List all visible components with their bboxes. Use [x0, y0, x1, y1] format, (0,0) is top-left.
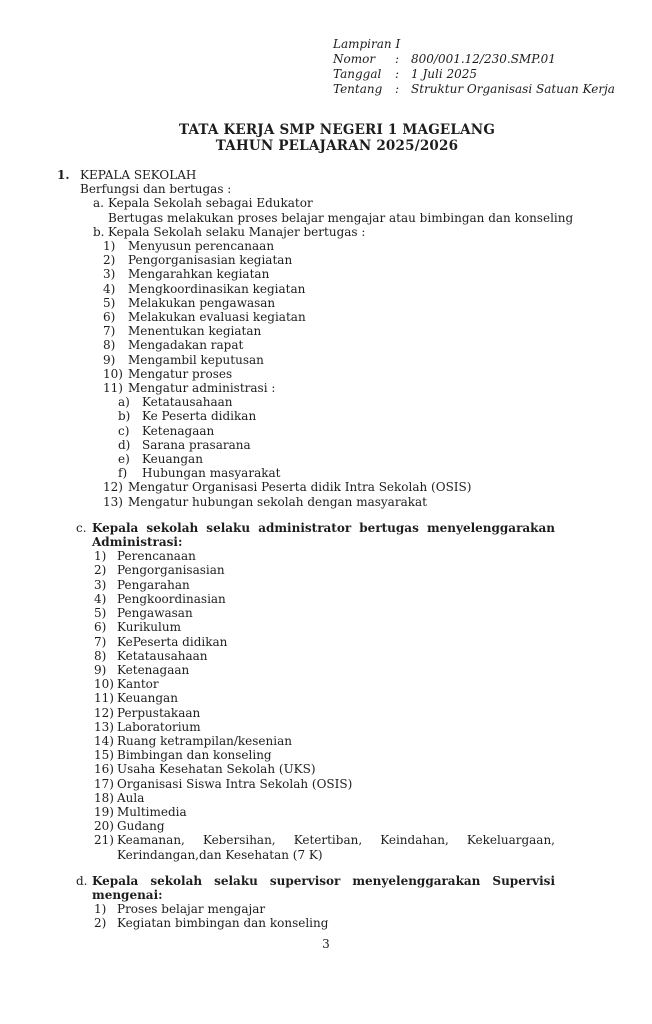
list-item	[94, 734, 555, 748]
list-item-marker: 7)	[94, 634, 107, 649]
list-item-marker: 1)	[103, 239, 116, 254]
list-item	[94, 620, 555, 634]
list-item-marker: 5)	[94, 606, 107, 621]
list-item	[103, 480, 555, 494]
list-item-text: Organisasi Siswa Intra Sekolah (OSIS)	[117, 776, 353, 791]
list-item-text: Kurikulum	[117, 620, 181, 635]
list-item	[94, 706, 555, 720]
item-b-marker: b.	[93, 224, 105, 239]
list-item-text: Hubungan masyarakat	[142, 466, 281, 481]
item-b-title: Kepala Sekolah selaku Manajer bertugas :	[108, 224, 366, 239]
list-item	[94, 819, 555, 833]
list-item-text: Mengambil keputusan	[128, 352, 264, 367]
item-c-list	[57, 549, 555, 861]
list-item	[94, 833, 555, 861]
list-item-marker: f)	[118, 466, 128, 481]
list-item-marker: b)	[118, 409, 131, 424]
list-item-text: Keuangan	[117, 691, 178, 706]
list-item-text: Keamanan, Kebersihan, Ketertiban, Keindahan, Kekeluargaan, Kerindangan,dan Kesehatan (7 K)	[117, 833, 555, 862]
list-item	[94, 720, 555, 734]
list-item-marker: 11)	[103, 381, 123, 396]
list-item-text: Mengatur proses	[128, 366, 233, 381]
list-item-marker: 9)	[103, 352, 116, 367]
list-item-text: Multimedia	[117, 804, 187, 819]
list-item	[94, 902, 555, 916]
list-item-text: Ketatausahaan	[142, 395, 233, 410]
lampiran-header	[333, 0, 652, 97]
list-item	[94, 635, 555, 649]
list-item	[103, 353, 555, 367]
item-a-marker: a.	[93, 196, 104, 211]
list-item-marker: a)	[118, 395, 130, 410]
list-item	[103, 239, 555, 253]
list-item-marker: 8)	[103, 338, 116, 353]
list-item-marker: e)	[118, 452, 130, 467]
list-item-marker: 20)	[94, 819, 114, 834]
list-item-text: Mengatur administrasi :	[128, 381, 276, 396]
list-item-text: Kegiatan bimbingan dan konseling	[117, 916, 329, 931]
list-item	[94, 563, 555, 577]
item-d	[57, 874, 555, 902]
list-item-text: Bimbingan dan konseling	[117, 748, 272, 763]
list-item-text: Mengatur hubungan sekolah dengan masyarakat	[128, 494, 427, 509]
list-item-text: Pengawasan	[117, 606, 193, 621]
list-item-text: Ruang ketrampilan/kesenian	[117, 733, 292, 748]
list-item-marker: 6)	[103, 310, 116, 325]
item-c-marker: c.	[76, 520, 87, 535]
list-item-text: Ketatausahaan	[117, 648, 208, 663]
item-d-list	[57, 902, 555, 930]
lampiran-row-label: Tentang	[333, 82, 383, 96]
lampiran-rows	[333, 52, 652, 97]
list-item-marker: 2)	[103, 253, 116, 268]
lampiran-row-colon: :	[395, 67, 400, 81]
list-item	[94, 777, 555, 791]
list-item-marker: 15)	[94, 748, 114, 763]
lampiran-row-colon: :	[395, 82, 400, 96]
document-title-line2: TAHUN PELAJARAN 2025/2026	[215, 137, 459, 154]
item-c	[57, 521, 555, 549]
list-item-marker: c)	[118, 423, 130, 438]
list-item-text: Pengorganisasian	[117, 563, 225, 578]
list-item-marker: 4)	[103, 281, 116, 296]
lampiran-row-colon: :	[395, 52, 400, 66]
list-item-marker: 13)	[103, 494, 123, 509]
lampiran-row	[333, 82, 652, 97]
list-item-marker: 10)	[94, 677, 114, 692]
list-item-marker: 18)	[94, 790, 114, 805]
list-item	[103, 381, 555, 395]
list-item	[94, 791, 555, 805]
list-item-marker: 11)	[94, 691, 114, 706]
lampiran-row-label: Nomor	[333, 52, 376, 66]
list-item-marker: 16)	[94, 762, 114, 777]
list-item-marker: 12)	[94, 705, 114, 720]
list-item	[94, 549, 555, 563]
list-item	[118, 409, 555, 423]
list-item-text: Keuangan	[142, 452, 203, 467]
list-item	[103, 282, 555, 296]
list-item	[94, 663, 555, 677]
lampiran-row-value: 1 Juli 2025	[411, 67, 478, 81]
section-number: 1.	[57, 168, 70, 182]
list-item-marker: 3)	[103, 267, 116, 282]
list-item-text: Perencanaan	[117, 549, 196, 564]
list-item	[94, 691, 555, 705]
list-item	[118, 395, 555, 409]
item-b-list	[57, 239, 555, 509]
list-item	[103, 267, 555, 281]
item-d-marker: d.	[76, 873, 88, 888]
list-item-marker: 17)	[94, 776, 114, 791]
list-item-text: Mengarahkan kegiatan	[128, 267, 270, 282]
list-item-marker: 12)	[103, 480, 123, 495]
list-item-text: Pengkoordinasian	[117, 591, 226, 606]
list-item-text: Perpustakaan	[117, 705, 201, 720]
page-number: 3	[322, 936, 330, 951]
document-body	[57, 168, 574, 931]
list-item	[118, 452, 555, 466]
list-item-marker: 9)	[94, 662, 107, 677]
list-item-text: Proses belajar mengajar	[117, 902, 266, 917]
list-item-text: Kantor	[117, 677, 159, 692]
list-item-text: KePeserta didikan	[117, 634, 228, 649]
item-c-title: Kepala sekolah selaku administrator bertugas menyelenggarakan Administrasi:	[92, 520, 555, 550]
lampiran-label: Lampiran I	[333, 37, 401, 51]
list-item	[103, 310, 555, 324]
list-item	[94, 677, 555, 691]
list-item	[94, 649, 555, 663]
list-item	[118, 438, 555, 452]
lampiran-row	[333, 52, 652, 67]
item-d-title: Kepala sekolah selaku supervisor menyelenggarakan Supervisi mengenai:	[92, 873, 555, 902]
list-item-text: Gudang	[117, 819, 165, 834]
item-a	[57, 196, 574, 225]
list-item-marker: 8)	[94, 648, 107, 663]
list-item-text: Usaha Kesehatan Sekolah (UKS)	[117, 762, 316, 777]
list-item	[103, 296, 555, 310]
list-item-marker: 3)	[94, 577, 107, 592]
list-item	[103, 495, 555, 509]
item-a-title: Kepala Sekolah sebagai Edukator	[108, 196, 313, 211]
list-item	[94, 916, 555, 930]
lampiran-row-value: Struktur Organisasi Satuan Kerja	[411, 82, 615, 96]
list-item-marker: 1)	[94, 549, 107, 564]
item-a-text: Bertugas melakukan proses belajar mengajar atau bimbingan dan konseling	[108, 210, 574, 225]
list-item	[94, 592, 555, 606]
list-item-marker: 4)	[94, 591, 107, 606]
section-heading-text: KEPALA SEKOLAH	[80, 168, 197, 182]
lampiran-row	[333, 67, 652, 82]
list-item-marker: 2)	[94, 563, 107, 578]
list-item	[118, 466, 555, 480]
list-item-text: Pengarahan	[117, 577, 190, 592]
list-item-marker: 1)	[94, 902, 107, 917]
list-item-marker: 2)	[94, 916, 107, 931]
list-item-text: Menentukan kegiatan	[128, 324, 262, 339]
list-item-text: Mengatur Organisasi Peserta didik Intra Sekolah (OSIS)	[128, 480, 472, 495]
list-item-text: Ketenagaan	[117, 662, 190, 677]
list-item	[94, 805, 555, 819]
list-item	[103, 253, 555, 267]
list-item-marker: 5)	[103, 295, 116, 310]
list-item-marker: d)	[118, 437, 131, 452]
section-heading	[57, 168, 555, 182]
list-item-marker: 13)	[94, 719, 114, 734]
list-item-text: Mengkoordinasikan kegiatan	[128, 281, 306, 296]
list-item-text: Pengorganisasian kegiatan	[128, 253, 293, 268]
lampiran-row-label: Tanggal	[333, 67, 382, 81]
list-item-marker: 19)	[94, 804, 114, 819]
list-item	[103, 338, 555, 352]
document-title	[57, 123, 617, 154]
list-item	[94, 578, 555, 592]
list-item-text: Ketenagaan	[142, 423, 215, 438]
list-item-text: Melakukan evaluasi kegiatan	[128, 310, 306, 325]
item-a-body	[108, 196, 573, 224]
list-item-text: Menyusun perencanaan	[128, 239, 275, 254]
list-item-text: Melakukan pengawasan	[128, 295, 276, 310]
list-item	[118, 424, 555, 438]
list-item	[103, 367, 555, 381]
list-item-text: Aula	[117, 790, 145, 805]
list-item-marker: 6)	[94, 620, 107, 635]
list-item-marker: 21)	[94, 833, 114, 848]
list-item-text: Ke Peserta didikan	[142, 409, 257, 424]
list-item-text: Sarana prasarana	[142, 437, 251, 452]
list-item	[94, 748, 555, 762]
section-intro: Berfungsi dan bertugas :	[80, 182, 232, 197]
list-item-text: Laboratorium	[117, 719, 201, 734]
list-item	[94, 762, 555, 776]
lampiran-row-value: 800/001.12/230.SMP.01	[411, 52, 556, 66]
list-item-marker: 7)	[103, 324, 116, 339]
list-item-marker: 14)	[94, 733, 114, 748]
list-item-marker: 10)	[103, 366, 123, 381]
item-b	[57, 225, 555, 239]
list-item	[103, 324, 555, 338]
list-item	[94, 606, 555, 620]
document-title-line1: TATA KERJA SMP NEGERI 1 MAGELANG	[178, 122, 496, 138]
list-item-text: Mengadakan rapat	[128, 338, 244, 353]
